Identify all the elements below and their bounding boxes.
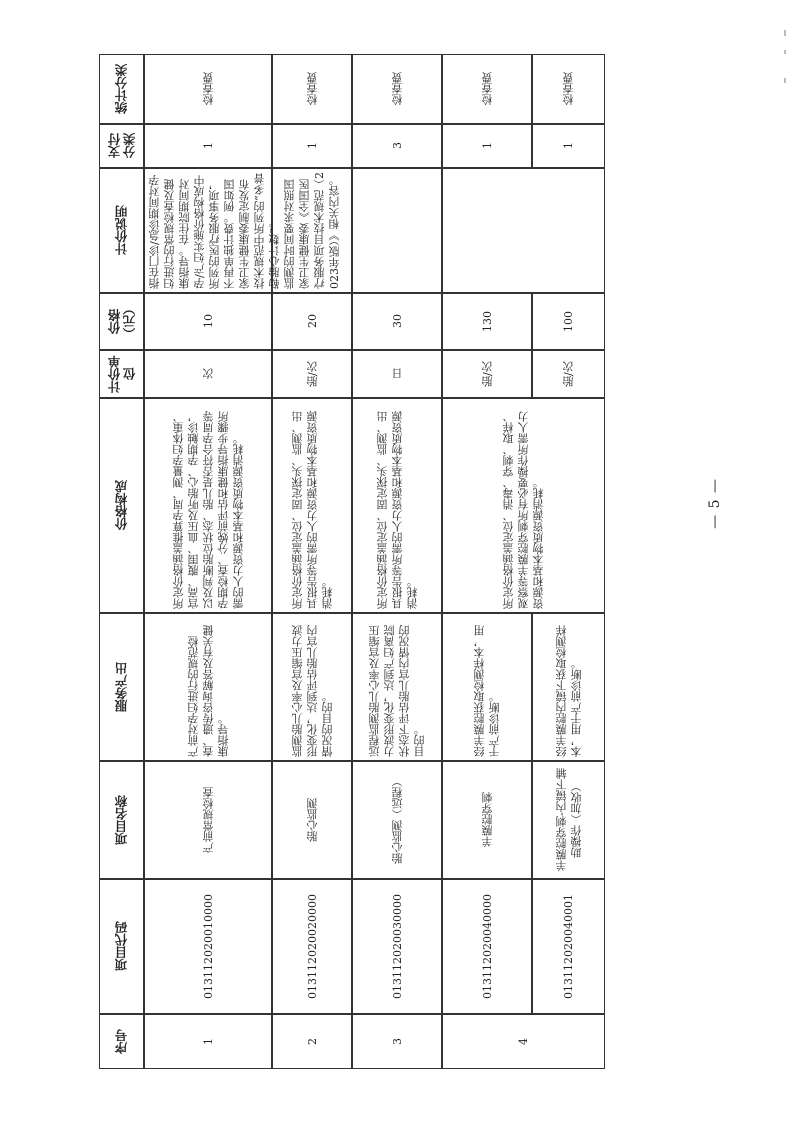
row-2-output-text: 监测胎儿心率及宫缩压力波形变化，达到评估胎儿宫内情况的目的。 — [290, 625, 334, 757]
row-4a-unit-text: 胎/次 — [562, 361, 575, 387]
header-code-text: 项目代码 — [114, 921, 129, 972]
header-note — [99, 168, 144, 293]
row-1-unit — [144, 350, 272, 398]
row-3-stat-text: 检查费 — [390, 72, 404, 106]
row-3-unit — [352, 350, 442, 398]
row-3-price — [352, 293, 442, 350]
row-4a-unit — [532, 350, 605, 398]
row-4a-price-text: 100 — [562, 311, 575, 332]
row-3-name-text: 胎心监测（远程） — [390, 776, 404, 864]
row-1-note-text: 指在门诊/急诊期间对孕妇进行的常规检查及健康指导。在住院期间对孕/产妇实施价格构成中所列的医疗服务事项，不再单独计费。例如国家卫生健康委制定发布技术规范中所列的“多普勒胎心计数”。 — [148, 173, 281, 289]
row-1-price-text: 10 — [201, 314, 215, 329]
row-1-code — [144, 879, 272, 1014]
row-4-unit — [442, 350, 532, 398]
row-4-name-text: 羊膜腔穿刺 — [480, 792, 494, 848]
row-1-code-text: 013112020010000 — [201, 894, 215, 999]
row-3-stat — [352, 54, 442, 124]
header-stat-text: 统计分类 — [114, 64, 129, 114]
row-3-name — [352, 761, 442, 879]
row-4a-output-text: 经羊膜腔内镜下获取检测样本，用于产前诊断。 — [554, 625, 583, 757]
row-3-seq-text: 3 — [390, 1038, 404, 1045]
row-1-stat — [144, 54, 272, 124]
row-1-name-text: 产前常规检查 — [201, 787, 215, 853]
row-1-composition-text: 所定价格涵盖推算孕周、测量孕妇体重、宫高、腹围、血压及听胎心、孕期触诊，以及判断胎位状态、胎儿是否符合孕周等孕期检查、分娩前评估和健康指导步骤所需的人力资源和基本物质资源消耗。 — [171, 411, 245, 609]
row-3-pay-text: 3 — [390, 142, 404, 150]
row-2-name — [272, 761, 352, 879]
row-1-note — [144, 168, 281, 293]
row-4-price — [442, 293, 532, 350]
row-2-name-text: 胎心监测 — [305, 798, 319, 842]
row-4-stat — [442, 54, 532, 124]
row-3-unit-text: 日 — [390, 368, 404, 380]
row-4a-name-text: 羊膜腔穿刺-内镜下辅助操作（加收） — [554, 768, 583, 872]
row-4a-name — [532, 761, 605, 879]
row-4-pay-text: 1 — [480, 142, 494, 150]
row-4a-pay — [532, 124, 605, 168]
row-4-composition — [442, 398, 605, 613]
row-2-note-text: 监测的时间要求对照国家卫生健康委《全国医疗服务项目技术规范（2023年版）》相关内容。 — [283, 172, 341, 289]
row-4a-stat — [532, 54, 605, 124]
row-4-name — [442, 761, 532, 879]
row-1-unit-text: 次 — [201, 368, 215, 380]
header-composition — [99, 398, 144, 613]
row-4-code-text: 013112020040000 — [480, 894, 494, 999]
row-4-seq-text: 4 — [517, 1038, 530, 1045]
header-unit-text: 计价单位 — [106, 355, 137, 393]
row-3-price-text: 30 — [390, 314, 404, 329]
row-3-code-text: 013112020030000 — [390, 894, 404, 999]
row-1-composition — [144, 398, 272, 613]
row-2-pay — [272, 124, 352, 168]
row-3-composition-text: 所定价格涵盖定位、固定探头、监测、出具报告等所需的人力资源和基本物质资源消耗。 — [375, 411, 419, 609]
row-1-seq — [144, 1014, 272, 1069]
row-4a-output — [532, 613, 605, 761]
row-2-price — [272, 293, 352, 350]
row-1-pay-text: 1 — [201, 142, 215, 150]
row-4a-pay-text: 1 — [562, 142, 575, 150]
row-2-unit — [272, 350, 352, 398]
row-4-stat-text: 检查费 — [480, 72, 494, 106]
row-4a-code — [532, 879, 605, 1014]
row-2-composition — [272, 398, 352, 613]
header-code — [99, 879, 144, 1014]
row-3-seq — [352, 1014, 442, 1069]
row-1-stat-text: 检查费 — [201, 72, 215, 106]
header-composition-text: 价格构成 — [114, 480, 129, 531]
page-number: — 5 — — [707, 478, 723, 529]
row-3-output-text: 远程监测胎儿心率及宫缩压力波形变化，达到产妇离院状态下评估胎儿宫内情况的目的。 — [368, 625, 426, 757]
row-1-output-text: 产前对孕妇进行的规范检查、遗传咨询解答及有关健康指导。 — [186, 625, 230, 757]
header-seq-text: 序号 — [114, 1029, 129, 1054]
row-2-stat — [272, 54, 352, 124]
row-4a-code-text: 013112020040001 — [562, 894, 575, 999]
row-4-price-text: 130 — [480, 311, 494, 332]
row-4-seq — [442, 1014, 605, 1069]
header-name-text: 项目名称 — [114, 795, 129, 845]
row-1-price — [144, 293, 272, 350]
row-1-output — [144, 613, 272, 761]
header-pay-text: 支付分类 — [106, 133, 137, 159]
row-1-pay — [144, 124, 272, 168]
header-stat — [99, 54, 144, 124]
row-4-code — [442, 879, 532, 1014]
row-4-composition-text: 所定价格涵盖定位、消毒、穿刺、取样、观察等羊膜腔穿刺所有必要操作所需人力资源和基本物质资源消耗。 — [502, 411, 545, 609]
row-2-code-text: 013112020020000 — [305, 894, 319, 999]
row-4-pay — [442, 124, 532, 168]
row-3-code — [352, 879, 442, 1014]
row-4-output — [442, 613, 532, 761]
row-2-seq-text: 2 — [305, 1038, 319, 1045]
row-3-note — [352, 168, 442, 293]
row-2-pay-text: 1 — [305, 142, 319, 150]
row-4a-stat-text: 检查费 — [562, 72, 575, 106]
row-4-output-text: 经羊膜腔获取检测样本，用于产前诊断。 — [473, 625, 501, 757]
row-2-code — [272, 879, 352, 1014]
row-2-output — [272, 613, 352, 761]
table-grid — [100, 55, 664, 1070]
row-4-unit-text: 胎/次 — [480, 361, 494, 387]
header-price — [99, 293, 144, 350]
edge-mark — [784, 30, 786, 36]
row-1-name — [144, 761, 272, 879]
row-1-seq-text: 1 — [201, 1038, 215, 1045]
row-3-composition — [352, 398, 442, 613]
header-output-text: 服务产出 — [114, 662, 129, 712]
edge-mark — [784, 78, 786, 83]
row-2-price-text: 20 — [305, 314, 319, 329]
header-unit — [99, 350, 144, 398]
header-pay — [99, 124, 144, 168]
row-2-stat-text: 检查费 — [305, 72, 319, 106]
header-output — [99, 613, 144, 761]
header-note-text: 计价说明 — [114, 205, 129, 256]
row-3-output — [352, 613, 442, 761]
header-price-text: 价格（元） — [106, 302, 137, 341]
edge-mark — [784, 50, 786, 54]
row-4a-price — [532, 293, 605, 350]
row-3-pay — [352, 124, 442, 168]
header-seq — [99, 1014, 144, 1069]
header-name — [99, 761, 144, 879]
row-2-seq — [272, 1014, 352, 1069]
row-2-note — [272, 168, 352, 293]
row-4-note — [442, 168, 605, 293]
row-2-composition-text: 所定价格涵盖定位、固定探头、监测、出具报告等所需的人力资源和基本物质资源消耗。 — [290, 411, 334, 609]
row-2-unit-text: 胎/次 — [305, 361, 319, 387]
scan-edge-marks — [784, 0, 788, 1123]
